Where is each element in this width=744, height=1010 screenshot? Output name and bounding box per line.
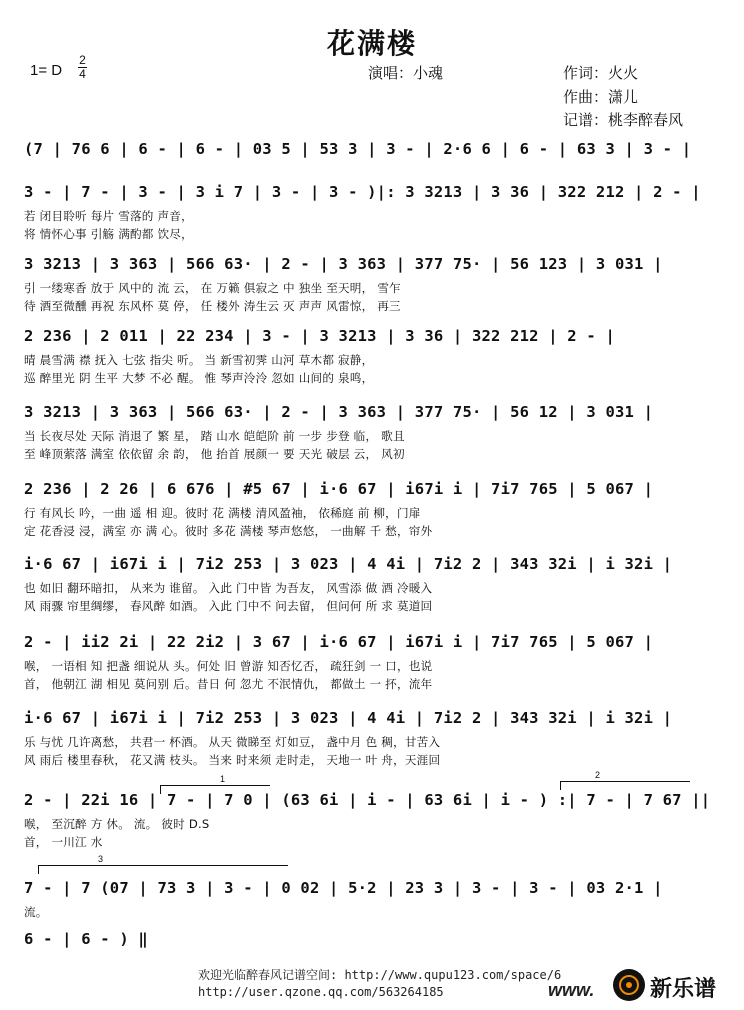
notation-row: 2 - | 22i 16 | 7 - | 7 0 | (63 6i | i - | 63 6i | i - ) :| 7 - | 7 67 || [24,791,711,809]
lyric-line: 流。 [24,905,48,919]
volta-bracket-1 [160,774,270,786]
lyricist-credit: 作词：火火 [563,64,639,82]
notation-row: 6 - | 6 - ) ‖ [24,930,148,948]
lyric-line: 行 有风长 吟，一曲 遥 相 迎。彼时 花 满楼 清风盈袖， 依稀庭 前 柳，门扉 [24,506,421,520]
notation-row: 3 3213 | 3 363 | 566 63· | 2 - | 3 363 | 377 75· | 56 123 | 3 031 | [24,255,663,273]
music-disc-icon [612,968,646,1006]
notation-row: 2 236 | 2 011 | 22 234 | 3 - | 3 3213 | 3 36 | 322 212 | 2 - | [24,327,615,345]
watermark-label: 新乐谱 [650,977,717,1002]
lyric-line: 晴 晨雪满 襟 抚入 七弦 指尖 听。 当 新雪初霁 山河 草木都 寂静， [24,353,374,367]
lyric-line: 至 峰顶萦落 满室 依依留 余 韵， 他 抬首 展颜一 要 天光 破层 云， 风初 [24,447,405,461]
lyric-line: 也 如旧 翻环暗扣， 从来为 谁留。 入此 门中皆 为吾友， 风雪添 做 酒 冷暖入 [24,581,433,595]
notation-row: 2 236 | 2 26 | 6 676 | #5 67 | i·6 67 | i67i i | 7i7 765 | 5 067 | [24,480,654,498]
footer-qzone-line: http://user.qzone.qq.com/563264185 [198,985,444,999]
time-signature [78,55,87,80]
lyric-line: 风 雨后 楼里春秋， 花又满 枝头。 当来 时来须 走时走， 天地一 叶 舟，天涯回 [24,753,441,767]
notation-row: 2 - | ii2 2i | 22 2i2 | 3 67 | i·6 67 | i67i i | 7i7 765 | 5 067 | [24,633,654,651]
notation-row: 7 - | 7 (07 | 73 3 | 3 - | 0 02 | 5·2 | 23 3 | 3 - | 3 - | 03 2·1 | [24,879,663,897]
lyric-line: 乐 与忧 几许离愁， 共君一 杯酒。 从天 微睇至 灯如豆， 盏中月 色 稠，甘苦入 [24,735,441,749]
time-signature-top: 2 [79,53,86,67]
volta-number: 2 [595,770,601,780]
lyric-line: 当 长夜尽处 天际 消退了 繁 星， 踏 山水 皑皑阶 前 一步 步登 临， 歌且 [24,429,405,443]
transcriber-credit: 记谱：桃李醉春风 [563,111,684,129]
volta-bracket-2 [560,770,690,782]
lyric-line: 首， 一川江 水 [24,835,103,849]
lyric-line: 喉， 一语相 知 把盏 细说从 头。何处 旧 曾游 知否忆否， 疏狂剑 一 口，也说 [24,659,433,673]
notation-row: 3 - | 7 - | 3 - | 3 i 7 | 3 - | 3 - )|: 3 3213 | 3 36 | 322 212 | 2 - | [24,183,701,201]
page-title: 花满楼 [326,27,417,60]
lyric-line: 定 花香浸 浸，满室 亦 满 心。彼时 多花 满楼 琴声悠悠， 一曲解 千 愁，帘外 [24,524,433,538]
volta-number: 3 [98,854,104,864]
lyric-line: 首， 他朝江 湖 相见 莫问别 后。昔日 何 忽尤 不泯情仇， 都做土 一 抔，流年 [24,677,433,691]
volta-number: 1 [220,774,226,784]
footer-link-line: 欢迎光临醉春风记谱空间: http://www.qupu123.com/space/6 [198,968,562,982]
notation-row: i·6 67 | i67i i | 7i2 253 | 3 023 | 4 4i | 7i2 2 | 343 32i | i 32i | [24,709,673,727]
lyric-line: 风 雨骤 帘里绸缪， 春风醉 如酒。 入此 门中不 问去留， 但问何 所 求 莫道回 [24,599,433,613]
lyric-line: 引 一缕寒香 放于 风中的 流 云， 在 万籁 俱寂之 中 独坐 至天明， 雪乍 [24,281,401,295]
volta-bracket-3 [38,854,288,866]
notation-row: i·6 67 | i67i i | 7i2 253 | 3 023 | 4 4i | 7i2 2 | 343 32i | i 32i | [24,555,673,573]
lyric-line: 将 情怀心事 引觞 满酌都 饮尽， [24,227,193,241]
composer-credit: 作曲：潇儿 [563,88,639,106]
singer-credit: 演唱：小魂 [368,64,444,82]
time-signature-bottom: 4 [79,67,86,81]
key-signature: 1= D [30,62,63,79]
watermark-text: www. [548,980,595,1000]
notation-row: (7 | 76 6 | 6 - | 6 - | 03 5 | 53 3 | 3 - | 2·6 6 | 6 - | 63 3 | 3 - | [24,140,692,158]
lyric-line: 待 酒至微醺 再祝 东风杯 莫 停， 任 楼外 涛生云 灭 声声 风雷惊， 再三 [24,299,401,313]
notation-row: 3 3213 | 3 363 | 566 63· | 2 - | 3 363 | 377 75· | 56 12 | 3 031 | [24,403,654,421]
lyric-line: 若 闭目聆听 每片 雪落的 声音， [24,209,193,223]
lyric-line: 巡 醉里光 阴 生平 大梦 不必 醒。 惟 琴声泠泠 忽如 山间的 泉鸣， [24,371,374,385]
lyric-line: 喉， 至沉醉 方 休。 流。 彼时 D.S [24,817,210,831]
